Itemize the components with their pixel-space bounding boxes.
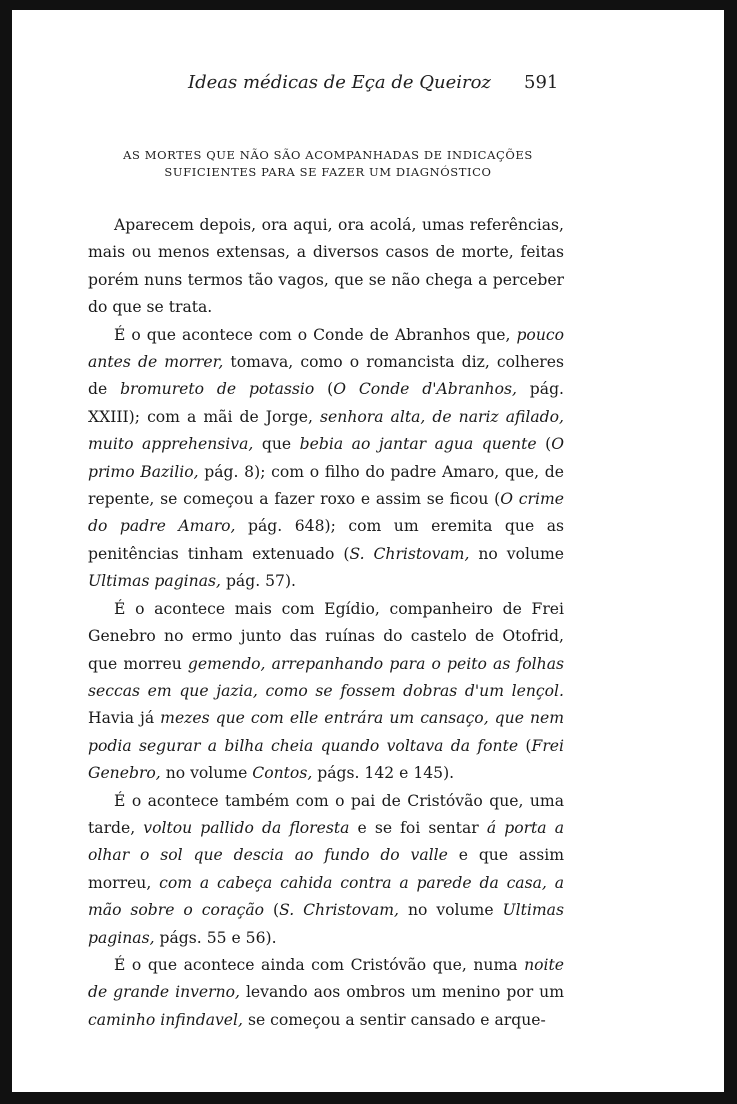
text-run: págs. 55 e 56). bbox=[154, 928, 277, 947]
text-run: ( bbox=[314, 380, 334, 399]
italic-text: mezes que com elle entrára um cansaço, que nem podia segurar a bilha cheia quando voltava da fonte bbox=[88, 709, 565, 755]
text-run: no volume bbox=[469, 544, 565, 563]
text-run: págs. 142 e 145). bbox=[312, 764, 455, 783]
italic-text: bebia ao jantar agua quente bbox=[299, 435, 537, 454]
text-run: pág. 57). bbox=[220, 572, 296, 591]
text-run: levando aos ombros um menino por um bbox=[240, 983, 564, 1002]
italic-text: S. Christovam, bbox=[279, 901, 400, 920]
page-header bbox=[12, 72, 724, 102]
text-run: É o que acontece ainda com Cristóvão que, numa bbox=[114, 955, 525, 974]
italic-text: bromureto de potassio bbox=[120, 380, 315, 399]
italic-text: O primo Bazilio, bbox=[88, 435, 564, 481]
text-run: pág. 648); com um eremita que as penitências tinham extenuado ( bbox=[88, 517, 564, 563]
italic-text: pouco antes de morrer, bbox=[88, 325, 564, 372]
italic-text: senhora alta, de nariz afilado, muito apprehensiva, bbox=[88, 407, 565, 454]
text-run: É o acontece mais com Egídio, companheiro de Frei Genebro no ermo junto das ruínas do castelo de Otofrid, que morreu bbox=[88, 599, 564, 673]
italic-text: caminho infindavel, bbox=[88, 1010, 243, 1029]
paragraph bbox=[88, 212, 564, 322]
paragraph bbox=[88, 322, 564, 596]
text-run: tomava, como o romancista diz, colheres de bbox=[88, 353, 564, 399]
italic-text: Ultimas paginas, bbox=[88, 901, 564, 947]
text-run: e se foi sentar bbox=[349, 818, 487, 837]
paragraph bbox=[88, 952, 564, 1034]
italic-text: S. Christovam, bbox=[349, 544, 470, 563]
italic-text: Frei Genebro, bbox=[88, 736, 564, 783]
text-run: que bbox=[253, 435, 300, 454]
italic-text: voltou pallido da floresta bbox=[143, 818, 350, 837]
italic-text: com a cabeça cahida contra a parede da casa, a mão sobre o coração bbox=[88, 873, 564, 920]
text-run: pág. XXIII); com a mãi de Jorge, bbox=[88, 380, 565, 426]
italic-text: noite de grande inverno, bbox=[88, 955, 564, 1002]
text-run: ( bbox=[536, 435, 552, 454]
text-run: ( bbox=[518, 736, 532, 755]
text-run: Havia já bbox=[88, 709, 161, 728]
italic-text: gemendo, arrepanhando para o peito as folhas seccas em que jazia, como se fossem dobras d'um lençol. bbox=[88, 654, 564, 700]
section-heading: AS MORTES QUE NÃO SÃO ACOMPANHADAS DE INDICAÇÕES SUFICIENTES PARA SE FAZER UM DIAGNÓSTICO bbox=[123, 148, 533, 179]
italic-text: O crime do padre Amaro, bbox=[88, 490, 564, 536]
running-title: Ideas médicas de Eça de Queiroz bbox=[188, 72, 491, 93]
text-run: É o que acontece com o Conde de Abranhos que, bbox=[114, 325, 517, 344]
book-page bbox=[12, 10, 724, 1092]
body-text bbox=[88, 212, 564, 1034]
text-run: no volume bbox=[160, 764, 253, 783]
text-run: se começou a sentir cansado e arque- bbox=[242, 1010, 546, 1029]
italic-text: O Conde d'Abranhos, bbox=[333, 380, 517, 399]
text-run: Aparecem depois, ora aqui, ora acolá, umas referências, mais ou menos extensas, a diversos casos de morte, feitas porém nuns termos tão vagos, que se não chega a perceber do que se trata. bbox=[88, 216, 564, 317]
italic-text: Contos, bbox=[252, 764, 313, 783]
italic-text: Ultimas paginas, bbox=[88, 572, 221, 591]
italic-text: á porta a olhar o sol que descia ao fundo do valle bbox=[88, 818, 564, 865]
text-run: ( bbox=[264, 901, 280, 920]
page-number: 591 bbox=[524, 72, 559, 93]
text-run: no volume bbox=[399, 901, 503, 920]
text-run: e que assim morreu, bbox=[88, 846, 565, 892]
text-run: pág. 8); com o filho do padre Amaro, que, de repente, se começou a fazer roxo e assim se ficou ( bbox=[88, 462, 564, 509]
paragraph bbox=[88, 596, 564, 788]
paragraph bbox=[88, 788, 564, 952]
text-run: É o acontece também com o pai de Cristóvão que, uma tarde, bbox=[88, 791, 564, 837]
